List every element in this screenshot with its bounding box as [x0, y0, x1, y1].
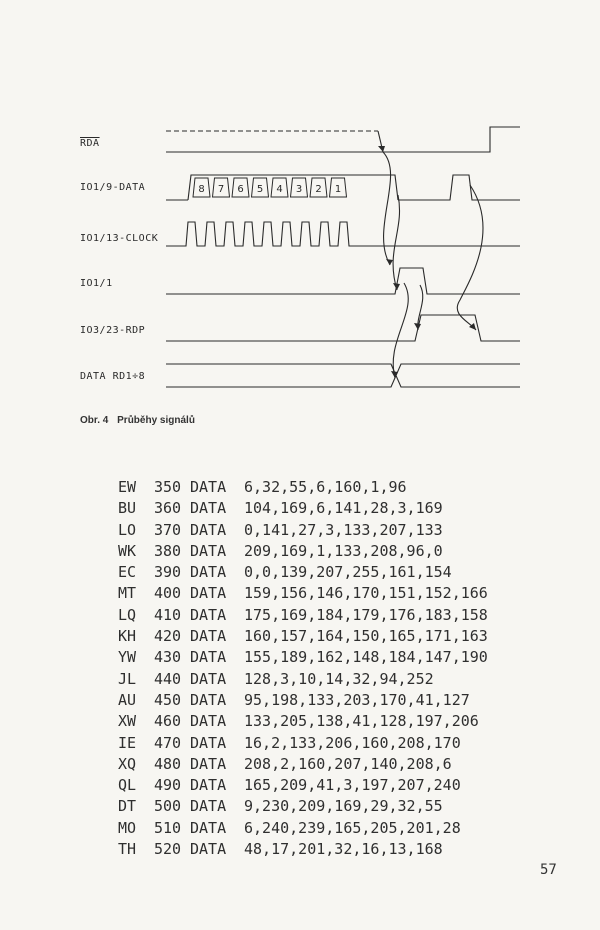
checksum-code: XQ — [118, 754, 137, 773]
listing-line — [118, 541, 488, 562]
line-number: 350 — [154, 478, 182, 496]
data-values: 175,169,184,179,176,183,158 — [244, 605, 488, 624]
line-number: 450 — [154, 690, 182, 709]
data-values: 160,157,164,150,165,171,163 — [244, 627, 488, 646]
data-keyword: DATA — [190, 478, 227, 496]
checksum-code: IE — [118, 733, 137, 752]
checksum-code: JL — [118, 669, 137, 688]
data-keyword: DATA — [190, 754, 227, 773]
data-values: 104,169,6,141,28,3,169 — [244, 499, 443, 518]
signal-label-io1-13-clock: IO1/13-CLOCK — [80, 233, 159, 244]
signal-label-io1-9-data: IO1/9-DATA — [80, 182, 146, 193]
data-keyword: DATA — [190, 776, 227, 795]
timing-diagram — [0, 0, 600, 410]
checksum-code: MT — [118, 584, 137, 603]
checksum-code: TH — [118, 840, 137, 859]
listing-line — [118, 711, 488, 732]
caption-text: Průběhy signálů — [117, 415, 195, 426]
data-keyword: DATA — [190, 712, 227, 731]
listing-line — [118, 839, 488, 860]
data-values: 128,3,10,14,32,94,252 — [244, 669, 434, 688]
line-number: 430 — [154, 648, 182, 667]
data-values: 6,32,55,6,160,1,96 — [244, 478, 407, 496]
data-bit-box — [252, 178, 269, 197]
signal-label-io3-23-rdp: IO3/23-RDP — [80, 325, 146, 336]
listing-line — [118, 796, 488, 817]
data-bit-label: 2 — [315, 184, 322, 195]
checksum-code: WK — [118, 541, 137, 560]
data-keyword: DATA — [190, 584, 227, 603]
data-values: 95,198,133,203,170,41,127 — [244, 690, 470, 709]
line-number: 360 — [154, 499, 182, 518]
checksum-code: XW — [118, 712, 137, 731]
line-number: 400 — [154, 584, 182, 603]
data-bit-label: 7 — [217, 184, 225, 195]
checksum-code: DT — [118, 797, 137, 816]
data-bit-label: 8 — [198, 184, 205, 195]
data-values: 159,156,146,170,151,152,166 — [244, 584, 488, 603]
checksum-code: LO — [118, 520, 137, 539]
line-number: 370 — [154, 520, 182, 539]
listing-line — [118, 520, 488, 541]
clock-waveform — [166, 222, 520, 246]
data-values: 0,0,139,207,255,161,154 — [244, 563, 452, 582]
data-keyword: DATA — [190, 690, 227, 709]
data-bit-label: 6 — [237, 184, 244, 195]
listing-line — [118, 583, 488, 604]
listing-line — [118, 733, 488, 754]
line-number: 490 — [154, 776, 182, 795]
data-keyword: DATA — [190, 818, 227, 837]
data-keyword: DATA — [190, 499, 227, 518]
line-number: 500 — [154, 797, 182, 816]
line-number: 420 — [154, 627, 182, 646]
io1-waveform — [166, 268, 520, 294]
listing-line — [118, 562, 488, 583]
data-keyword: DATA — [190, 541, 227, 560]
data-values: 209,169,1,133,208,96,0 — [244, 541, 443, 560]
data-bit-box — [330, 178, 347, 197]
data-bit-label: 4 — [276, 184, 283, 195]
data-keyword: DATA — [190, 669, 227, 688]
data-bit-box — [310, 178, 327, 197]
rdp-waveform — [166, 315, 520, 341]
checksum-code: BU — [118, 499, 137, 518]
line-number: 520 — [154, 840, 182, 859]
page-number: 57 — [540, 862, 557, 878]
listing-line — [118, 498, 488, 519]
data-keyword: DATA — [190, 797, 227, 816]
checksum-code: MO — [118, 818, 137, 837]
data-values: 165,209,41,3,197,207,240 — [244, 776, 461, 795]
data-bit-label: 5 — [256, 184, 264, 195]
listing-line — [118, 477, 488, 498]
line-number: 380 — [154, 541, 182, 560]
checksum-code: QL — [118, 776, 137, 795]
line-number: 440 — [154, 669, 182, 688]
data-values: 0,141,27,3,133,207,133 — [244, 520, 443, 539]
listing-line — [118, 775, 488, 796]
listing-line — [118, 669, 488, 690]
data-bit-label: 3 — [295, 184, 303, 195]
data-values: 155,189,162,148,184,147,190 — [244, 648, 488, 667]
line-number: 410 — [154, 605, 182, 624]
listing-line — [118, 605, 488, 626]
data-keyword: DATA — [190, 605, 227, 624]
listing-line — [118, 754, 488, 775]
line-number: 510 — [154, 818, 182, 837]
data-values: 208,2,160,207,140,208,6 — [244, 754, 452, 773]
listing-line — [118, 626, 488, 647]
data-keyword: DATA — [190, 563, 227, 582]
data-bit-box — [213, 178, 230, 197]
data-keyword: DATA — [190, 520, 227, 539]
data-values: 48,17,201,32,16,13,168 — [244, 840, 443, 859]
data-keyword: DATA — [190, 840, 227, 859]
checksum-code: EC — [118, 563, 137, 582]
checksum-code: EW — [118, 478, 137, 496]
data-bit-box — [271, 178, 288, 197]
figure-caption — [80, 415, 201, 426]
data-keyword: DATA — [190, 648, 227, 667]
checksum-code: AU — [118, 690, 137, 709]
line-number: 390 — [154, 563, 182, 582]
signal-label-rda: $\overline{RDA}$ — [80, 138, 100, 149]
data-values: 6,240,239,165,205,201,28 — [244, 818, 461, 837]
listing-line — [118, 818, 488, 839]
line-number: 460 — [154, 712, 182, 731]
checksum-code: YW — [118, 648, 137, 667]
line-number: 470 — [154, 733, 182, 752]
data-keyword: DATA — [190, 627, 227, 646]
checksum-code: LQ — [118, 605, 137, 624]
checksum-code: KH — [118, 627, 137, 646]
data-values: 16,2,133,206,160,208,170 — [244, 733, 461, 752]
signal-label-io1-1: IO1/1 — [80, 278, 113, 289]
data-bit-label: 1 — [334, 184, 342, 195]
data-keyword: DATA — [190, 733, 227, 752]
listing-line — [118, 647, 488, 668]
data-bit-box — [291, 178, 308, 197]
data-values: 9,230,209,169,29,32,55 — [244, 797, 443, 816]
data-bit-box — [193, 178, 210, 197]
line-number: 480 — [154, 754, 182, 773]
data-values: 133,205,138,41,128,197,206 — [244, 712, 479, 731]
data-bit-box — [232, 178, 249, 197]
bus-waveform — [166, 364, 520, 387]
listing-line — [118, 690, 488, 711]
basic-listing — [118, 477, 488, 860]
signal-label-data-rd: DATA RD1÷8 — [80, 371, 146, 382]
caption-number: Obr. 4 — [80, 415, 109, 426]
